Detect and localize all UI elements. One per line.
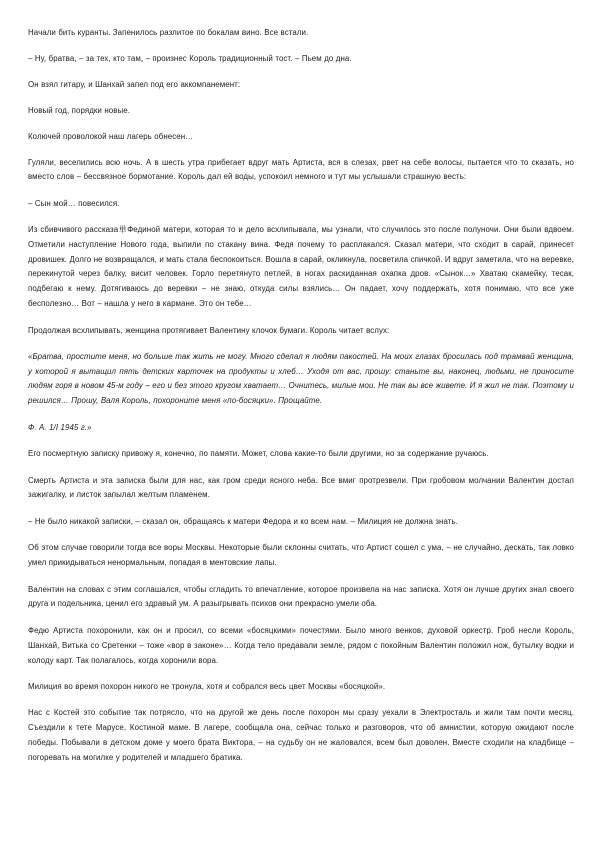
paragraph-3: Он взял гитару, и Шанхай запел под его аккомпанемент: <box>28 79 241 89</box>
paragraph-14-dialogue-valentin: – Не было никакой записки, – сказал он, обращаясь к матери Федора и ко всем нам. – Милиция не должна знать. <box>28 516 458 526</box>
paragraph-16: Валентин на словах с этим соглашался, чтобы сгладить то впечатление, которое произвела на нас записка. Хотя он лучше других знал своего друга и подельника, ценил его здравый ум. А разыгрывать психов они прекрасно умели оба. <box>28 584 574 609</box>
paragraph-9: Продолжая всхлипывать, женщина протягивает Валентину клочок бумаги. Король читает вслух: <box>28 325 390 335</box>
paragraph-4-song-line-1: Новый год, порядки новые. <box>28 105 130 115</box>
paragraph-13: Смерть Артиста и эта записка были для нас, как гром среди ясного неба. Все вмиг протрезвели. При гробовом молчании Валентин достал зажигалку, и листок запылал желтым пламенем. <box>28 475 574 500</box>
paragraph-10-suicide-note: «Братва, простите меня, но больше так жить не могу. Много сделал я людям пакостей. На моих глазах бросилась под трамвай женщина, у которой я вытащил пять детских карточек на продукты и хлеб… Уходя от вас, прошу: станьте вы, наконец, людьми, не приносите людям горя в новом 45-м году – его и без этого кругом хватает… Очнитесь, милые мои. Не так вы все живете. И я жил не так. Поэтому и решился… Прошу, Валя Король, похороните меня «по-босяцки». Прощайте. <box>28 351 574 406</box>
paragraph-8-mothers-account: Из сбивчивого рассказа単Фединой матери, которая то и дело всхлипывала, мы узнали, что случилось это после полуночи. Они были вдвоем. Отметили наступление Нового года, выпили по стакану вина. Федя почему то расплакался. Сказал матери, что сходит в сарай, принесет дровишек. Долго не возвращался, и мать стала беспокоиться. Вошла в сарай, окликнула, посветила спичкой. И вдруг заметила, что на веревке, перекинутой через балку, висит человек. Горло перетянуто петлей, в ногах раскиданная охапка дров. «Сынок…» Хватаю скамейку, тесак, подбегаю к нему. Дотягиваюсь до веревки – не знаю, откуда силы взялись… Он падает, хочу поддержать, хотя понимаю, что все уже бесполезно… Вот – нашла у него в кармане. Это он тебе… <box>28 224 574 309</box>
paragraph-1: Начали бить куранты. Запенилось разлитое по бокалам вино. Все встали. <box>28 28 309 37</box>
paragraph-19-aftermath: Нас с Костей это событие так потрясло, что на другой же день после похорон мы сразу уехали в Электросталь и жили там почти месяц. Съездили к тете Марусе, Костиной маме. В лагере, сообщала она, сейчас только и разговоров, что об амнистии, которую ожидают после победы. Побывали в детском доме у моего брата Виктора, – на судьбу он не жаловался, всем был доволен. Вместе сходили на кладбище – погоревать на могилке у родителей и младшего братика. <box>28 708 574 762</box>
paragraph-7-dialogue-son: – Сын мой… повесился. <box>28 198 120 208</box>
paragraph-5-song-line-2: Колючей проволокой наш лагерь обнесен… <box>28 131 194 141</box>
paragraph-15: Об этом случае говорили тогда все воры Москвы. Некоторые были склонны считать, что Артист сошел с ума, – не случайно, дескать, так ловко умел прикидываться ненормальным, попадая в ментовские лапы. <box>28 543 574 568</box>
paragraph-18: Милиция во время похорон никого не тронула, хотя и собрался весь цвет Москвы «босяцкой». <box>28 682 386 692</box>
paragraph-17-funeral: Федю Артиста похоронили, как он и просил, со всеми «босяцкими» почестями. Было много венков, духовой оркестр. Гроб несли Король, Шанхай, Витька со Сретенки – тоже «вор в законе»… Когда тело предавали земле, рядом с покойным Валентин положил нож, бутылку водки и колоду карт. Так полагалось, когда хоронили вора. <box>28 625 574 665</box>
paragraph-11-note-signature: Ф. А. 1/I 1945 г.» <box>28 422 92 432</box>
paragraph-6: Гуляли, веселились всю ночь. А в шесть утра прибегает вдруг мать Артиста, вся в слезах, рвет на себе волосы, пытается что то сказать, но вместо слов – бессвязное бормотание. Король дал ей воды, успокоил немного и тут мы услышали страшную весть: <box>28 157 574 182</box>
paragraph-2-dialogue-toast: – Ну, братва, – за тех, кто там, – произнес Король традиционный тост. – Пьем до дна. <box>28 53 352 63</box>
paragraph-12: Его посмертную записку привожу я, конечно, по памяти. Может, слова какие-то были другими, но за содержание ручаюсь. <box>28 449 489 459</box>
document-text-body <box>28 26 574 766</box>
